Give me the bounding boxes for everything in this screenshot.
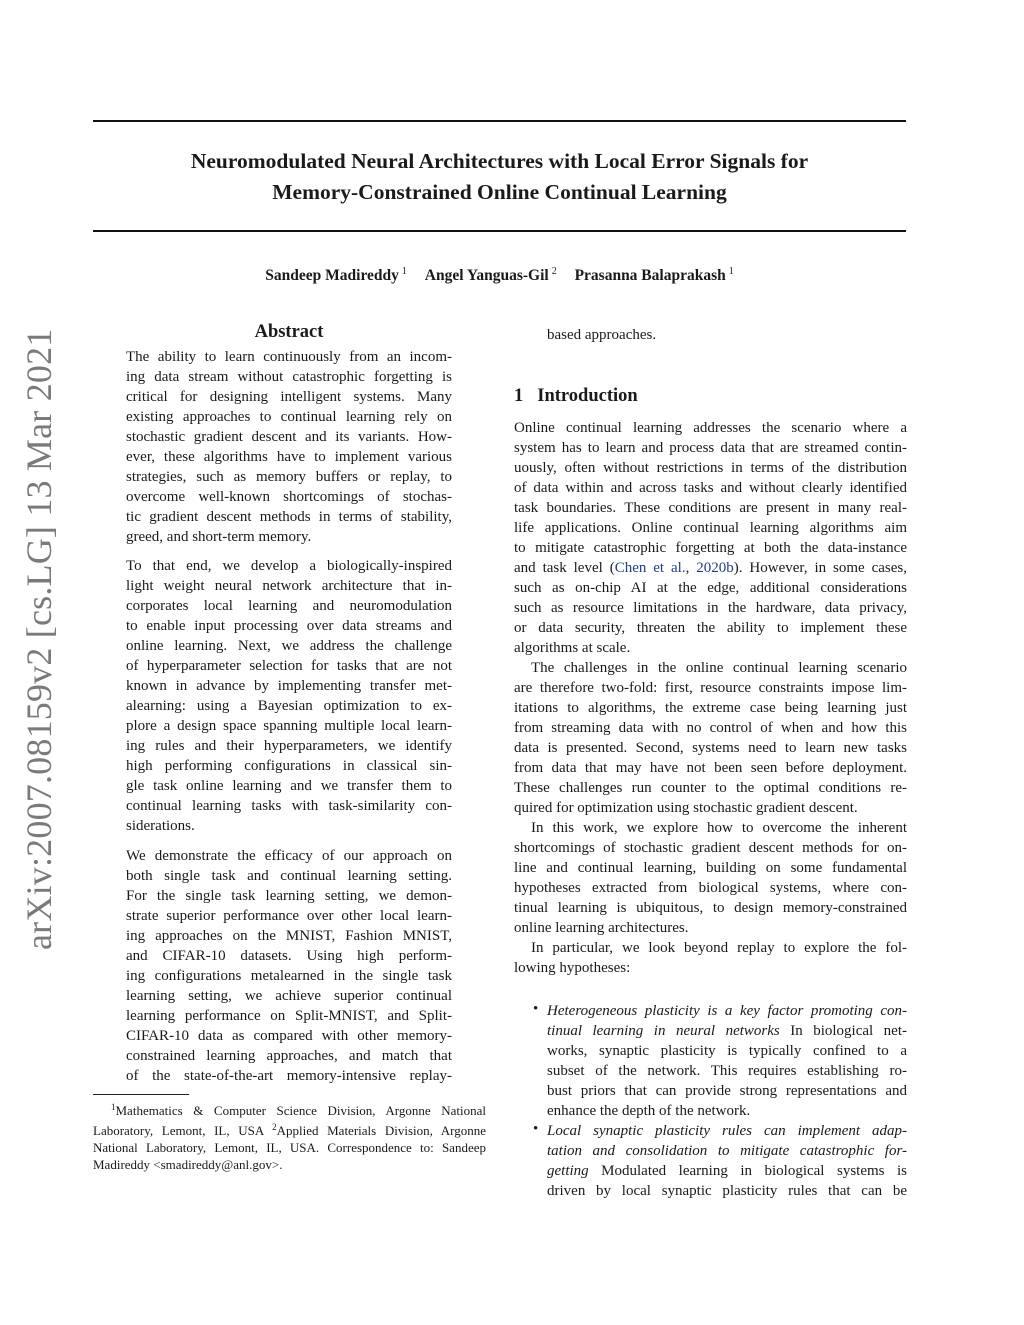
abstract-heading: Abstract bbox=[254, 322, 324, 342]
arxiv-side-label: arXiv:2007.08159v2 [cs.LG] 13 Mar 2021 bbox=[19, 328, 59, 950]
citation-link-author[interactable]: Chen et al. bbox=[614, 560, 686, 576]
title-top-rule bbox=[93, 120, 906, 122]
author: Prasanna Balaprakash $^1$ bbox=[574, 266, 734, 284]
abstract-paragraph-3: We demonstrate the efficacy of our approach on both single task and continual learning setting. For the single task learning setting, we demon- strate superior performance over other local learn- ing approaches on the MNIST, Fashion MNIST, and CIFAR-10 datasets. Using high perform- ing configurations metalearned in the single task learning setting, we achieve superior continual learning performance on Split-MNIST, and Split- CIFAR-10 data as compared with other memory- constrained learning approaches, and match that of the state-of-the-art memory-intensive replay- bbox=[126, 848, 452, 1084]
author-list bbox=[93, 266, 906, 285]
abstract-paragraph-2: To that end, we develop a biologically-inspired light weight neural network architecture that in- corporates local learning and neuromodulation to enable input processing over data streams and online learning. Next, we address the challenge of hyperparameter selection for tasks that are not known in advance by implementing transfer met- alearning: using a Bayesian optimization to ex- plore a design space spanning multiple local learn- ing rules and their hyperparameters, we identify high performing configurations in classical sin- gle task online learning and we transfer them to continual learning tasks with task-similarity con- siderations. bbox=[126, 558, 452, 834]
footnote-rule bbox=[93, 1094, 189, 1095]
bullet-marker: • bbox=[533, 1121, 539, 1137]
citation-line: and task level (Chen et al., 2020b). However, in some cases, bbox=[514, 560, 908, 576]
hypothesis-bullet-1: Heterogeneous plasticity is a key factor promoting con- tinual learning in neural networks In biological net- works, synaptic plasticity is typically confined to a subset of the network. This requires establishing ro- bust priors that can provide strong representations and enhance the depth of the network. bbox=[547, 1003, 907, 1119]
citation-link-year[interactable]: 2020b bbox=[696, 560, 734, 576]
abstract-paragraph-1: The ability to learn continuously from an incom- ing data stream without catastrophic forgetting is critical for designing intelligent systems. Many existing approaches to continual learning rely on stochastic gradient descent and its variants. How- ever, these algorithms have to implement various strategies, such as memory buffers or replay, to overcome well-known shortcomings of stochas- tic gradient descent methods in terms of stability, greed, and short-term memory. bbox=[126, 349, 452, 545]
intro-paragraph-4: In particular, we look beyond replay to explore the fol- lowing hypotheses: bbox=[514, 940, 907, 976]
intro-paragraph-2: The challenges in the online continual learning scenario are therefore two-fold: first, resource constraints impose lim- itations to algorithms, the extreme case being learning just from streaming data with no control of when and how this data is presented. Second, systems need to learn new tasks from data that may have not been seen before deployment. These challenges run counter to the optimal conditions re- quired for optimization using stochastic gradient descent. bbox=[514, 660, 907, 816]
affiliation-footnote: $^1$Mathematics & Computer Science Division, Argonne National Laboratory, Lemont, IL, USA $^2$Applied Materials Division, Argonne National Laboratory, Lemont, IL, USA. Correspondence to: Sandeep Madireddy <smadireddy@anl.gov>. bbox=[93, 1102, 487, 1172]
title-bottom-rule bbox=[93, 230, 906, 232]
bullet-marker: • bbox=[533, 1001, 539, 1017]
section-heading-introduction: 1 Introduction bbox=[514, 386, 638, 406]
intro-paragraph-1: Online continual learning addresses the scenario where a system has to learn and process data that are streamed contin- uously, often without restrictions in terms of the distribution of data within and across tasks and without clearly identified task boundaries. These conditions are present in many real- life applications. Online continual learning algorithms aim to mitigate catastrophic forgetting at both the data-instance and task level (Chen et al., 2020b). However, in some cases, such as on-chip AI at the edge, additional considerations such as resource limitations in the hardware, data privacy, or data security, threaten the ability to implement these algorithms at scale. bbox=[514, 420, 908, 656]
title-line-1: Neuromodulated Neural Architectures with Local Error Signals for bbox=[190, 149, 809, 173]
abstract-continuation: based approaches. bbox=[547, 327, 657, 343]
author: Angel Yanguas-Gil $^2$ bbox=[424, 266, 557, 284]
hypothesis-bullet-2: Local synaptic plasticity rules can implement adap- tation and consolidation to mitigate catastrophic for- getting Modulated learning in biological systems is driven by local synaptic plasticity rules that can be bbox=[547, 1123, 907, 1199]
intro-paragraph-3: In this work, we explore how to overcome the inherent shortcomings of stochastic gradient descent methods for on- line and continual learning, building on some fundamental hypotheses extracted from biological systems, where con- tinual learning is ubiquitous, to design memory-constrained online learning architectures. bbox=[514, 820, 907, 936]
author: Sandeep Madireddy $^1$ bbox=[265, 266, 407, 284]
title-line-2: Memory-Constrained Online Continual Learning bbox=[272, 180, 727, 204]
paper-title bbox=[93, 146, 906, 208]
